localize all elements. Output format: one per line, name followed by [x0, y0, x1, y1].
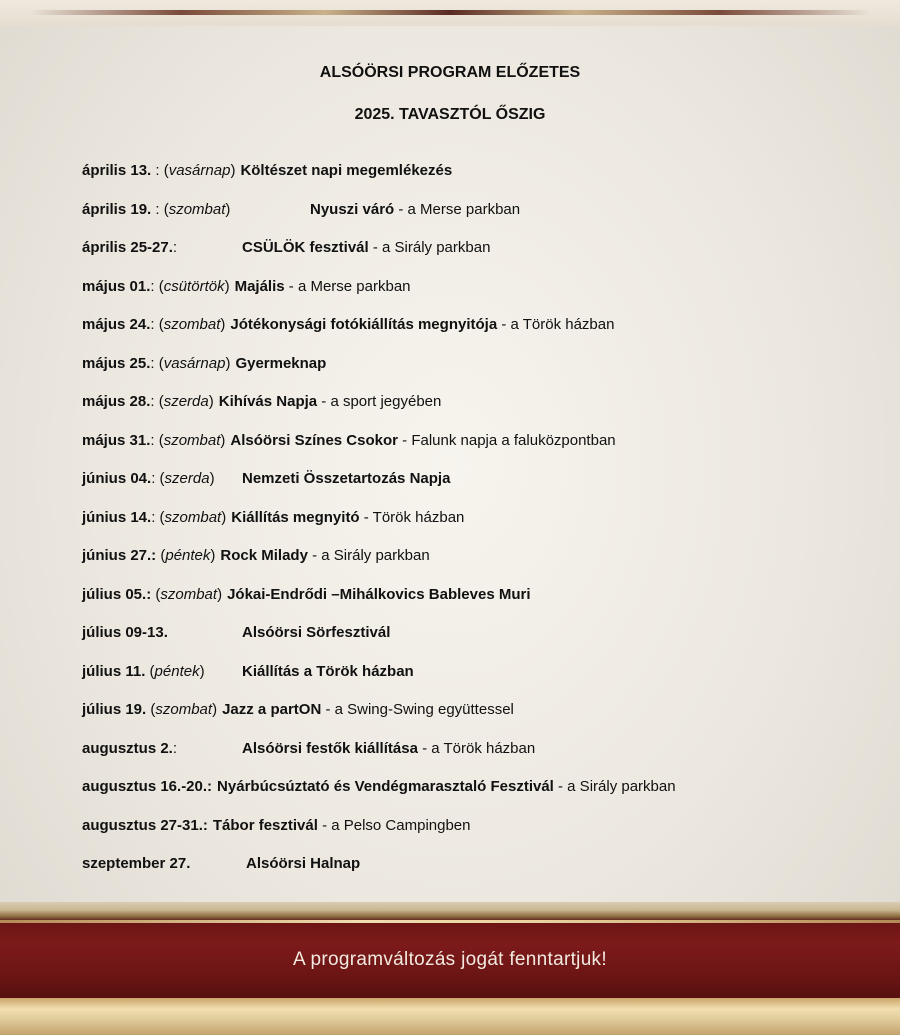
event-date: szeptember 27.	[82, 855, 191, 872]
event-date: július 11.	[82, 663, 146, 680]
event-date-block	[82, 355, 230, 372]
event-row	[82, 468, 451, 490]
event-location: - a Merse parkban	[394, 201, 521, 218]
event-name: Költészet napi megemlékezés	[240, 162, 453, 179]
event-row	[82, 622, 391, 644]
event-separator: )	[199, 663, 205, 680]
event-location: - a Török házban	[417, 740, 536, 757]
event-separator: )	[212, 701, 218, 718]
event-name: Jazz a partON	[222, 701, 322, 718]
event-date-block	[82, 509, 226, 526]
event-separator: (	[146, 701, 156, 718]
event-name: Kiállítás a Török házban	[242, 663, 414, 680]
event-name: Jótékonysági fotókiállítás megnyitója	[230, 316, 498, 333]
event-location: - a Sirály parkban	[368, 239, 491, 256]
event-date-block	[82, 701, 217, 718]
event-date-block	[82, 624, 168, 641]
event-date-block	[82, 432, 225, 449]
page-subtitle: 2025. TAVASZTÓL ŐSZIG	[354, 106, 546, 123]
event-date-block	[82, 201, 230, 218]
event-description	[235, 355, 326, 372]
event-separator: : (	[151, 162, 169, 179]
event-separator: )	[230, 162, 236, 179]
event-location: - Török házban	[359, 509, 465, 526]
event-separator: )	[217, 586, 223, 603]
event-description	[246, 853, 360, 875]
event-date-block	[82, 778, 212, 795]
event-description	[227, 586, 530, 603]
event-date-block	[82, 393, 214, 410]
event-description	[219, 393, 442, 410]
event-description	[222, 701, 514, 718]
event-row	[82, 584, 531, 606]
event-location: - a sport jegyében	[317, 393, 442, 410]
event-separator: )	[224, 278, 230, 295]
event-row	[82, 430, 616, 452]
event-date-block	[82, 855, 190, 872]
footer-notice: A programváltozás jogát fenntartjuk!	[293, 949, 607, 970]
event-date: július 05.:	[82, 586, 152, 603]
event-date-block	[82, 162, 235, 179]
event-separator: (	[156, 547, 166, 564]
event-date: május 24.	[82, 316, 151, 333]
event-name: Kihívás Napja	[218, 393, 318, 410]
event-date-block	[82, 740, 177, 757]
event-weekday: szerda	[163, 393, 209, 410]
event-weekday: csütörtök	[163, 278, 225, 295]
event-name: Alsóörsi Sörfesztivál	[242, 624, 391, 641]
event-date-block	[82, 278, 230, 295]
event-date: május 28.	[82, 393, 151, 410]
event-row	[82, 391, 441, 413]
event-name: Alsóörsi festők kiállítása	[242, 740, 418, 757]
event-separator: :	[172, 239, 178, 256]
event-date-block	[82, 663, 205, 680]
event-description	[230, 316, 614, 333]
event-location: - a Merse parkban	[284, 278, 411, 295]
event-name: Nyuszi váró	[310, 201, 395, 218]
event-date-block	[82, 316, 225, 333]
event-description	[240, 162, 452, 179]
event-separator: : (	[150, 432, 164, 449]
event-separator: )	[225, 355, 231, 372]
event-description	[235, 278, 411, 295]
event-date: augusztus 16.-20.:	[82, 778, 213, 795]
event-description	[230, 432, 615, 449]
event-row	[82, 815, 471, 837]
event-name: Nemzeti Összetartozás Napja	[242, 470, 451, 487]
event-date-block	[82, 817, 208, 834]
event-location: - a Török házban	[497, 316, 615, 333]
event-location: - a Sirály parkban	[307, 547, 430, 564]
event-separator: )	[210, 547, 216, 564]
event-separator: (	[145, 663, 155, 680]
event-row	[82, 853, 361, 875]
event-row	[82, 699, 514, 721]
event-separator: )	[225, 201, 231, 218]
event-date: április 25-27.	[82, 239, 173, 256]
event-date: május 01.	[82, 278, 151, 295]
event-row	[82, 199, 521, 221]
event-row	[82, 545, 430, 567]
event-separator: : (	[151, 470, 165, 487]
event-date: június 14.	[82, 509, 152, 526]
event-name: Alsóörsi Halnap	[246, 855, 361, 872]
footer-red-band	[0, 920, 900, 998]
event-weekday: szerda	[164, 470, 210, 487]
event-description	[310, 199, 520, 221]
event-description	[242, 738, 535, 760]
event-date: augusztus 27-31.:	[82, 817, 208, 834]
event-name: Gyermeknap	[235, 355, 327, 372]
page-title: ALSÓÖRSI PROGRAM ELŐZETES	[319, 64, 581, 81]
event-date: augusztus 2.	[82, 740, 173, 757]
event-name: CSÜLÖK fesztivál	[242, 239, 369, 256]
event-weekday: szombat	[160, 586, 218, 603]
event-description	[231, 509, 464, 526]
event-description	[242, 661, 414, 683]
event-date: április 13.	[82, 162, 152, 179]
event-description	[217, 778, 676, 795]
event-name: Tábor fesztivál	[212, 817, 318, 834]
footer-gold-strip	[0, 998, 900, 1035]
event-name: Majális	[234, 278, 285, 295]
event-row	[82, 160, 452, 182]
event-separator: : (	[150, 316, 164, 333]
event-weekday: szombat	[163, 316, 221, 333]
event-date: június 04.	[82, 470, 152, 487]
event-separator: : (	[150, 393, 164, 410]
event-name: Rock Milady	[220, 547, 308, 564]
top-decorative-bar	[0, 0, 900, 26]
event-separator: :	[172, 740, 178, 757]
event-weekday: vasárnap	[168, 162, 231, 179]
event-weekday: péntek	[154, 663, 200, 680]
event-weekday: vasárnap	[163, 355, 226, 372]
event-separator: )	[208, 393, 214, 410]
event-description	[213, 817, 471, 834]
event-separator: : (	[150, 355, 164, 372]
event-weekday: szombat	[164, 509, 222, 526]
event-weekday: szombat	[168, 201, 226, 218]
event-separator: : (	[151, 201, 169, 218]
event-location: - Falunk napja a faluközpontban	[397, 432, 616, 449]
event-weekday: szombat	[163, 432, 221, 449]
event-date: május 31.	[82, 432, 151, 449]
event-separator: )	[221, 509, 227, 526]
event-date-block	[82, 586, 222, 603]
event-separator: : (	[151, 509, 165, 526]
event-description	[242, 622, 390, 644]
event-weekday: szombat	[155, 701, 213, 718]
event-name: Alsóörsi Színes Csokor	[230, 432, 398, 449]
event-name: Nyárbúcsúztató és Vendégmarasztaló Fesztivál	[217, 778, 554, 795]
event-date-block	[82, 239, 177, 256]
event-description	[220, 547, 429, 564]
event-separator: )	[209, 470, 215, 487]
event-row	[82, 314, 614, 336]
event-location: - a Pelso Campingben	[317, 817, 471, 834]
event-date: május 25.	[82, 355, 151, 372]
event-separator: : (	[150, 278, 164, 295]
event-separator: (	[151, 586, 161, 603]
event-date-block	[82, 470, 215, 487]
event-date-block	[82, 547, 215, 564]
event-row	[82, 353, 326, 375]
event-description	[242, 237, 490, 259]
event-description	[242, 468, 450, 490]
event-separator: )	[220, 316, 226, 333]
event-name: Jókai-Endrődi –Mihálkovics Bableves Muri	[227, 586, 531, 603]
event-weekday: péntek	[165, 547, 211, 564]
event-location: - a Sirály parkban	[553, 778, 676, 795]
event-row	[82, 507, 464, 529]
event-location: - a Swing-Swing együttessel	[321, 701, 514, 718]
event-name: Kiállítás megnyitó	[231, 509, 360, 526]
event-row	[82, 738, 536, 760]
event-date: április 19.	[82, 201, 152, 218]
event-date: július 09-13.	[82, 624, 168, 641]
event-date: július 19.	[82, 701, 147, 718]
event-row	[82, 776, 676, 798]
event-row	[82, 661, 414, 683]
event-row	[82, 276, 411, 298]
event-separator: )	[220, 432, 226, 449]
event-row	[82, 237, 491, 259]
footer-banner	[0, 902, 900, 1035]
event-date: június 27.:	[82, 547, 157, 564]
